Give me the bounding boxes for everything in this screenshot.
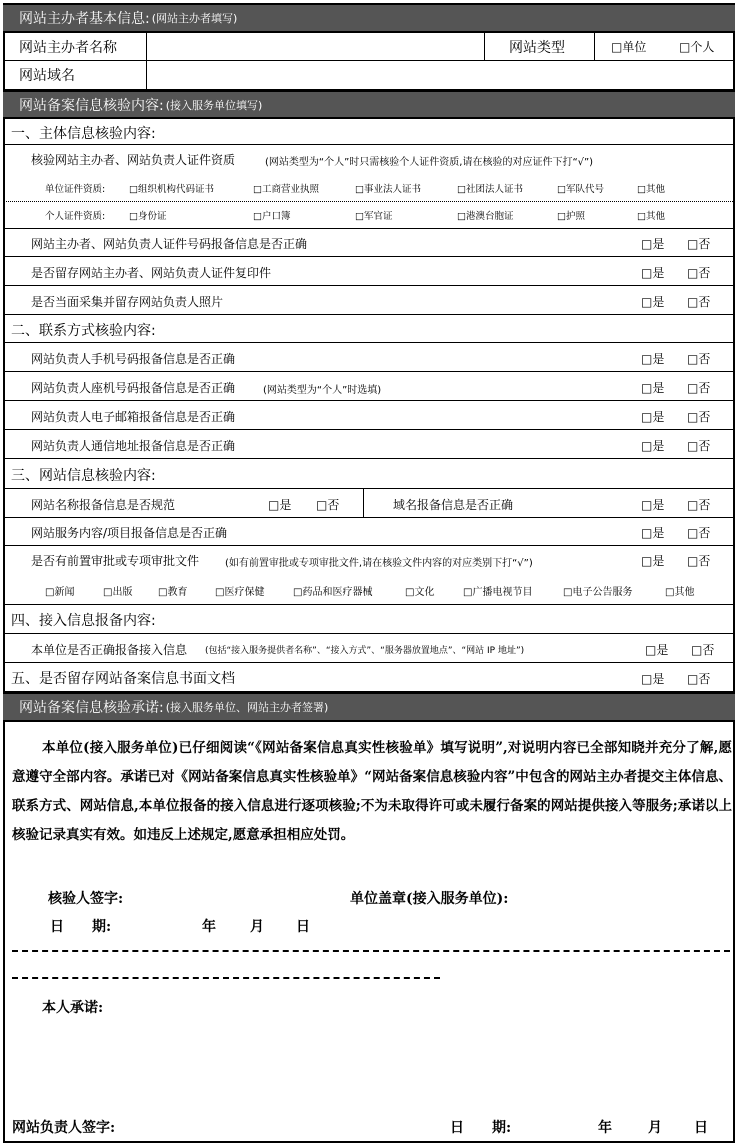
sec3-q1: 网站名称报备信息是否规范 [31, 498, 176, 512]
sec3-q3-no[interactable]: □否 [687, 554, 711, 568]
sec2-q3-row [3, 401, 735, 430]
sec1-q2-no[interactable]: □否 [687, 266, 711, 280]
sec1-q3-no[interactable]: □否 [687, 295, 711, 309]
opt-broadcast[interactable]: □广播电视节目 [463, 587, 533, 598]
bottom-month: 月 [648, 1120, 662, 1136]
unit-opt-public-institution[interactable]: □事业法人证书 [355, 184, 421, 195]
sec5-row [3, 663, 735, 692]
sec4-title: 四、接入信息报备内容: [11, 613, 156, 629]
verify-section-header [3, 90, 735, 119]
opt-publishing[interactable]: □出版 [103, 587, 133, 598]
sec1-q1-yes[interactable]: □是 [641, 237, 665, 251]
opt-medicine[interactable]: □药品和医疗器械 [293, 587, 373, 598]
person-cert-row [3, 202, 735, 229]
sec1-q1-row [3, 229, 735, 257]
unit-cert-row [3, 174, 735, 201]
opt-culture[interactable]: □文化 [405, 587, 435, 598]
cert-line: 核验网站主办者、网站负责人证件资质 [31, 153, 236, 167]
cut-line-2 [12, 977, 440, 979]
owner-header-title: 网站主办者基本信息: [19, 11, 150, 27]
sec1-q1: 网站主办者、网站负责人证件号码报备信息是否正确 [31, 237, 308, 251]
sec5-yes[interactable]: □是 [641, 672, 665, 686]
self-promise-label: 本人承诺: [42, 1000, 104, 1016]
sec2-q4-yes[interactable]: □是 [641, 439, 665, 453]
sec1-q1-no[interactable]: □否 [687, 237, 711, 251]
sec2-q3: 网站负责人电子邮箱报备信息是否正确 [31, 410, 236, 424]
person-opt-passport[interactable]: □护照 [557, 211, 585, 222]
sec2-q4-no[interactable]: □否 [687, 439, 711, 453]
sec5-title: 五、是否留存网站备案信息书面文档 [11, 671, 235, 687]
sec4-q1-no[interactable]: □否 [691, 643, 715, 657]
opt-education[interactable]: □教育 [158, 587, 188, 598]
sec2-q3-no[interactable]: □否 [687, 410, 711, 424]
owner-name-field[interactable] [147, 33, 484, 60]
bottom-signature-label: 网站负责人签字: [12, 1120, 116, 1136]
sec5-no[interactable]: □否 [687, 672, 711, 686]
promise-text: 本单位(接入服务单位)已仔细阅读“《网站备案信息真实性核验单》填写说明”,对说明内容已全部知晓并充分了解,愿意遵守全部内容。承诺已对《网站备案信息真实性核验单》“网站备案信息核验内容”中包含的网站主办者提交主体信息、联系方式、网站信息,本单位报备的接入信息进行逐项核验;不为未取得许可或未履行备案的网站提供接入等服务;承诺以上核验记录真实有效。如违反上述规定,愿意承担相应处罚。 [12, 740, 732, 843]
opt-healthcare[interactable]: □医疗保健 [215, 587, 265, 598]
verify-header-note: (接入服务单位填写) [165, 98, 263, 112]
person-opt-id-card[interactable]: □身份证 [129, 211, 167, 222]
sec2-q2: 网站负责人座机号码报备信息是否正确 [31, 381, 236, 395]
promise-section-header [3, 692, 735, 722]
opt-other[interactable]: □其他 [665, 587, 695, 598]
cert-row [3, 145, 735, 174]
sec3-q1-no[interactable]: □否 [316, 498, 340, 512]
sec2-q1-row [3, 343, 735, 372]
sec4-q1: 本单位是否正确报备接入信息 [31, 643, 188, 657]
sec3-q1-yes[interactable]: □是 [268, 498, 292, 512]
sec2-q4-row [3, 430, 735, 459]
verify-header-title: 网站备案信息核验内容: [19, 97, 164, 114]
site-type-person-checkbox[interactable]: □个人 [679, 40, 715, 54]
sec3-q1b-no[interactable]: □否 [687, 498, 711, 512]
person-opt-household[interactable]: □户口簿 [253, 211, 291, 222]
sec3-q1b: 域名报备信息是否正确 [393, 498, 514, 512]
cert-note: (网站类型为“个人”时只需核验个人证件资质,请在核验的对应证件下打“√”) [265, 157, 594, 168]
bottom-year: 年 [598, 1120, 612, 1136]
unit-opt-social-org[interactable]: □社团法人证书 [457, 184, 523, 195]
sec3-q3-yes[interactable]: □是 [641, 554, 665, 568]
sec3-q3-row [3, 546, 735, 575]
sec2-title-row [3, 315, 735, 343]
person-opt-other[interactable]: □其他 [637, 211, 665, 222]
sec1-q2-yes[interactable]: □是 [641, 266, 665, 280]
sec2-q2-note: (网站类型为“个人”时选填) [263, 385, 382, 396]
sec1-q2: 是否留存网站主办者、网站负责人证件复印件 [31, 266, 272, 280]
owner-name-label: 网站主办者名称 [19, 40, 117, 56]
date-month: 月 [250, 919, 264, 935]
person-opt-officer[interactable]: □军官证 [355, 211, 393, 222]
sec2-q4: 网站负责人通信地址报备信息是否正确 [31, 439, 236, 453]
bottom-day: 日 [694, 1120, 708, 1136]
sec3-q1b-yes[interactable]: □是 [641, 498, 665, 512]
unit-opt-other[interactable]: □其他 [637, 184, 665, 195]
sec1-q3-row [3, 286, 735, 315]
sec3-q2-yes[interactable]: □是 [641, 526, 665, 540]
sec2-q1: 网站负责人手机号码报备信息是否正确 [31, 352, 236, 366]
checker-signature-label: 核验人签字: [48, 891, 124, 907]
owner-name-row [3, 33, 735, 61]
sec3-q1-row [3, 489, 735, 518]
sec2-q2-row [3, 372, 735, 401]
sec1-title-row [3, 119, 735, 145]
date-year: 年 [202, 919, 216, 935]
domain-label: 网站域名 [19, 68, 75, 84]
sec2-title: 二、联系方式核验内容: [11, 323, 156, 339]
sec4-title-row [3, 605, 735, 634]
opt-news[interactable]: □新闻 [45, 587, 75, 598]
sec3-title: 三、网站信息核验内容: [11, 468, 156, 484]
sec1-q2-row [3, 257, 735, 286]
sec1-title: 一、主体信息核验内容: [11, 126, 156, 142]
date-label: 日 期: [50, 919, 112, 935]
unit-opt-business-license[interactable]: □工商营业执照 [253, 184, 319, 195]
sec1-q3-yes[interactable]: □是 [641, 295, 665, 309]
sec3-q2: 网站服务内容/项目报备信息是否正确 [31, 526, 228, 540]
date-day: 日 [296, 919, 310, 935]
sec2-q2-no[interactable]: □否 [687, 381, 711, 395]
sec2-q3-yes[interactable]: □是 [641, 410, 665, 424]
cut-line-1 [12, 950, 730, 952]
sec2-q1-yes[interactable]: □是 [641, 352, 665, 366]
sec2-q1-no[interactable]: □否 [687, 352, 711, 366]
unit-stamp-label: 单位盖章(接入服务单位): [350, 891, 509, 907]
promise-header-title: 网站备案信息核验承诺: [19, 700, 164, 716]
sec4-q1-row [3, 634, 735, 663]
sec3-title-row [3, 459, 735, 489]
opt-bulletin[interactable]: □电子公告服务 [563, 587, 633, 598]
unit-opt-org-code[interactable]: □组织机构代码证书 [129, 184, 214, 195]
sec3-q3: 是否有前置审批或专项审批文件 [31, 554, 200, 568]
person-cert-label: 个人证件资质: [45, 211, 106, 222]
sec3-q2-row [3, 518, 735, 546]
owner-section-header [3, 3, 735, 33]
domain-row [3, 61, 735, 90]
unit-cert-label: 单位证件资质: [45, 184, 106, 195]
sec2-q2-yes[interactable]: □是 [641, 381, 665, 395]
sec4-q1-yes[interactable]: □是 [645, 643, 669, 657]
person-opt-hk-macau-tw[interactable]: □港澳台胞证 [457, 211, 514, 222]
site-type-unit-checkbox[interactable]: □单位 [611, 40, 647, 54]
unit-opt-military-code[interactable]: □军队代号 [557, 184, 604, 195]
domain-field[interactable] [147, 61, 727, 89]
sec3-q3-note: (如有前置审批或专项审批文件,请在核验文件内容的对应类别下打“√”) [225, 558, 533, 569]
sec4-q1-note: (包括“接入服务提供者名称”、“接入方式”、“服务器放置地点”、“网站 IP 地址”) [205, 646, 525, 656]
owner-header-note: (网站主办者填写) [151, 12, 238, 25]
promise-header-note: (接入服务单位、网站主办者签署) [165, 701, 329, 714]
sec3-opts-row [3, 575, 735, 605]
site-type-label: 网站类型 [509, 40, 565, 56]
bottom-date-label: 日 期: [450, 1120, 512, 1136]
sec3-q2-no[interactable]: □否 [687, 526, 711, 540]
sec1-q3: 是否当面采集并留存网站负责人照片 [31, 295, 224, 309]
